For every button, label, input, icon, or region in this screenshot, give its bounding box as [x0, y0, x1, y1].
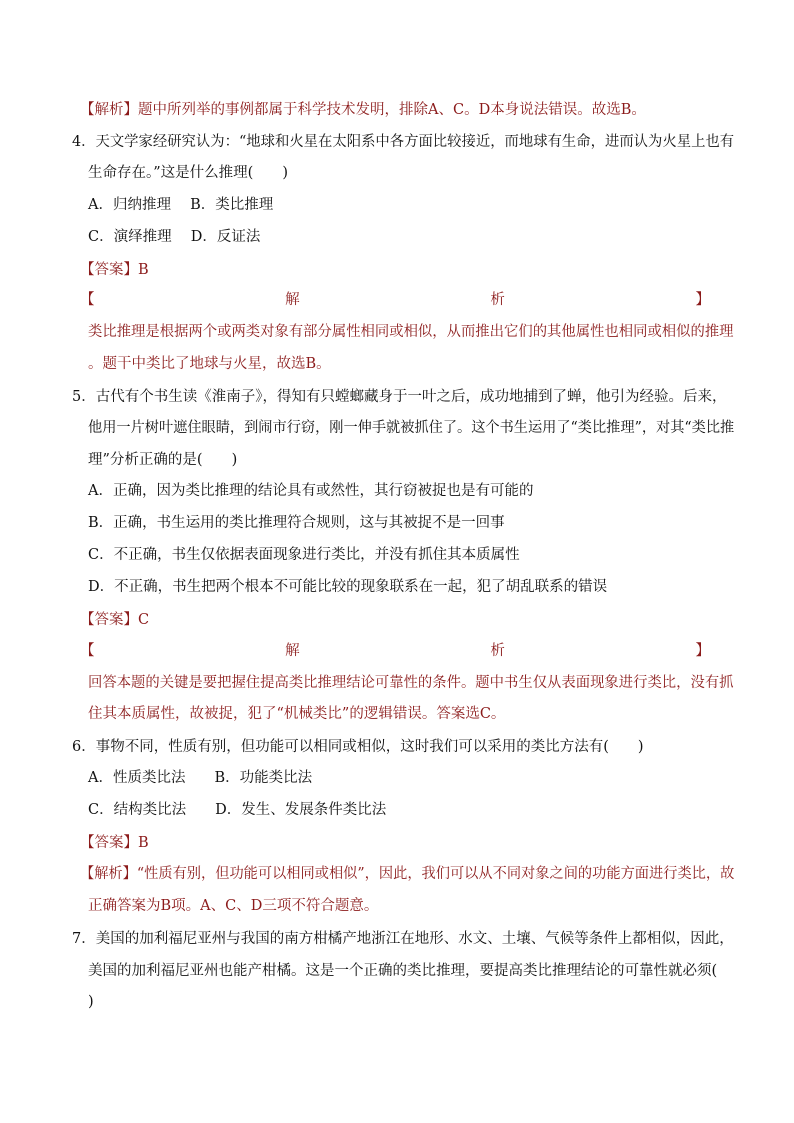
q6-options-cd: C．结构类比法 D．发生、发展条件类比法 — [88, 802, 387, 818]
q7-stem-line2: 美国的加利福尼亚州也能产柑橘。这是一个正确的类比推理，要提高类比推理结论的可靠性就必须( — [88, 963, 718, 979]
q7-stem-line3: ) — [88, 994, 94, 1010]
q4-analysis-line2: 。题干中类比了地球与火星，故选B。 — [88, 356, 331, 372]
q6-analysis-line1: 【解析】“性质有别，但功能可以相同或相似”，因此，我们可以从不同对象之间的功能方面进行类比，故 — [80, 866, 735, 882]
q6-analysis-line2: 正确答案为B项。A、C、D三项不符合题意。 — [88, 898, 379, 914]
q6-stem: 6．事物不同，性质有别，但功能可以相同或相似，这时我们可以采用的类比方法有( ) — [72, 739, 644, 755]
bracket-close: 】 — [695, 292, 710, 308]
q4-answer: 【答案】B — [80, 262, 149, 278]
header-char-2: 析 — [490, 643, 505, 659]
bracket-close: 】 — [695, 643, 710, 659]
q4-options-cd: C．演绎推理 D．反证法 — [88, 229, 261, 245]
q5-option-a: A．正确，因为类比推理的结论具有或然性，其行窃被捉也是有可能的 — [88, 483, 534, 499]
q5-analysis-line2: 住其本质属性，故被捉，犯了“机械类比”的逻辑错误。答案选C。 — [88, 706, 506, 722]
bracket-open: 【 — [80, 292, 95, 308]
q4-analysis-header — [80, 290, 710, 310]
q4-stem-line1: 4．天文学家经研究认为：“地球和火星在太阳系中各方面比较接近，而地球有生命，进而认为火星上也有 — [72, 134, 735, 150]
header-char-1: 解 — [285, 292, 300, 308]
q5-option-c: C．不正确，书生仅依据表面现象进行类比，并没有抓住其本质属性 — [88, 547, 520, 563]
q5-answer: 【答案】C — [80, 612, 150, 628]
q5-stem-line1: 5．古代有个书生读《淮南子》，得知有只螳螂藏身于一叶之后，成功地捕到了蝉，他引为经验。后来， — [72, 389, 727, 405]
q4-stem-line2: 生命存在。”这是什么推理( ) — [88, 165, 288, 181]
bracket-open: 【 — [80, 643, 95, 659]
q3-analysis: 【解析】题中所列举的事例都属于科学技术发明，排除A、C。D本身说法错误。故选B。 — [80, 102, 646, 118]
q7-stem-line1: 7．美国的加利福尼亚州与我国的南方柑橘产地浙江在地形、水文、土壤、气候等条件上都相似，因此， — [72, 931, 734, 947]
q5-analysis-line1: 回答本题的关键是要把握住提高类比推理结论可靠性的条件。题中书生仅从表面现象进行类比，没有抓 — [88, 675, 734, 691]
q5-analysis-header — [80, 641, 710, 661]
q5-stem-line2: 他用一片树叶遮住眼睛，到闹市行窃，刚一伸手就被抓住了。这个书生运用了“类比推理”，对其“类比推 — [88, 420, 735, 436]
q6-answer: 【答案】B — [80, 835, 149, 851]
q5-option-b: B．正确，书生运用的类比推理符合规则，这与其被捉不是一回事 — [88, 515, 505, 531]
q5-option-d: D．不正确，书生把两个根本不可能比较的现象联系在一起，犯了胡乱联系的错误 — [88, 579, 608, 595]
q4-options-ab: A．归纳推理 B．类比推理 — [88, 197, 274, 213]
q6-options-ab: A．性质类比法 B．功能类比法 — [88, 770, 313, 786]
q4-analysis-line1: 类比推理是根据两个或两类对象有部分属性相同或相似，从而推出它们的其他属性也相同或相似的推理 — [88, 324, 734, 340]
header-char-1: 解 — [285, 643, 300, 659]
header-char-2: 析 — [490, 292, 505, 308]
q5-stem-line3: 理”分析正确的是( ) — [88, 452, 238, 468]
